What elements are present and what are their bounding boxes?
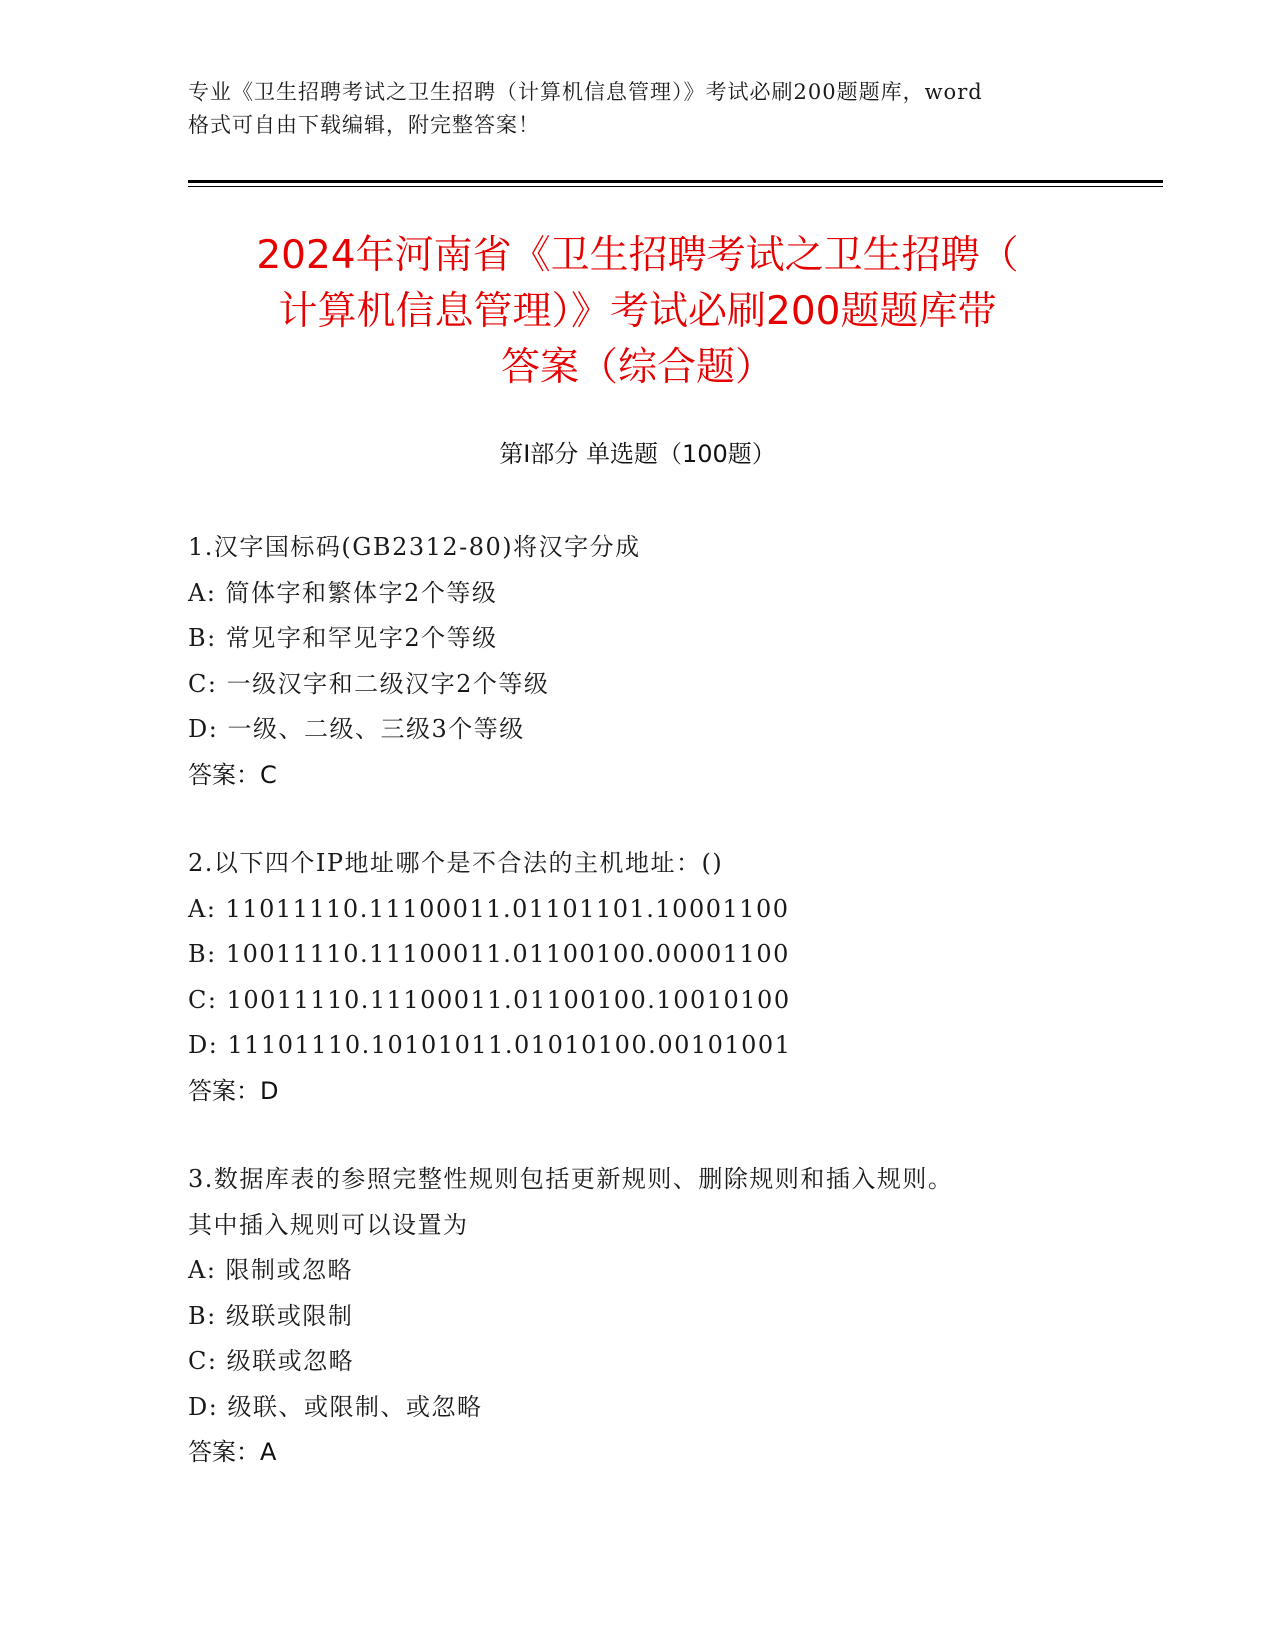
option-b: B: 常见字和罕见字2个等级	[188, 624, 498, 652]
title-line: 2024年河南省《卫生招聘考试之卫生招聘（	[256, 233, 1019, 278]
section-heading: 第I部分 单选题（100题）	[499, 440, 776, 468]
option-b: B: 10011110.11100011.01100100.00001100	[188, 940, 790, 968]
header-divider-thin	[188, 186, 1163, 187]
option-d: D: 级联、或限制、或忽略	[188, 1392, 483, 1421]
option-a: A: 限制或忽略	[188, 1256, 354, 1284]
header-note	[188, 76, 1088, 142]
option-c: C: 一级汉字和二级汉字2个等级	[188, 669, 550, 698]
option-a: A: 简体字和繁体字2个等级	[188, 578, 498, 607]
question-stem-continued: 其中插入规则可以设置为	[188, 1210, 469, 1239]
option-a: A: 11011110.11100011.01101101.10001100	[188, 894, 790, 923]
title-line: 答案（综合题）	[500, 345, 774, 390]
header-divider-thick	[188, 180, 1163, 183]
question-stem: 3.数据库表的参照完整性规则包括更新规则、删除规则和插入规则。	[188, 1165, 954, 1193]
answer-line: 答案：A	[188, 1438, 277, 1466]
question-stem: 1.汉字国标码(GB2312-80)将汉字分成	[188, 533, 641, 561]
answer-line: 答案：C	[188, 760, 277, 789]
option-c: C: 级联或忽略	[188, 1347, 355, 1375]
option-d: D: 11101110.10101011.01010100.00101001	[188, 1031, 792, 1059]
answer-line: 答案：D	[188, 1076, 279, 1105]
document-title	[150, 228, 1125, 396]
option-d: D: 一级、二级、三级3个等级	[188, 715, 525, 743]
option-b: B: 级联或限制	[188, 1301, 354, 1330]
option-c: C: 10011110.11100011.01100100.10010100	[188, 985, 791, 1014]
question-item	[188, 841, 1088, 1114]
question-item	[188, 1157, 1088, 1476]
header-note-line: 格式可自由下载编辑，附完整答案！	[188, 113, 540, 137]
title-line: 计算机信息管理）》考试必刷200题题库带	[278, 289, 997, 334]
question-item	[188, 525, 1088, 798]
question-list	[188, 525, 1088, 1519]
question-stem: 2.以下四个IP地址哪个是不合法的主机地址：()	[188, 849, 724, 877]
header-note-line: 专业《卫生招聘考试之卫生招聘（计算机信息管理）》考试必刷200题题库，word	[188, 80, 983, 104]
